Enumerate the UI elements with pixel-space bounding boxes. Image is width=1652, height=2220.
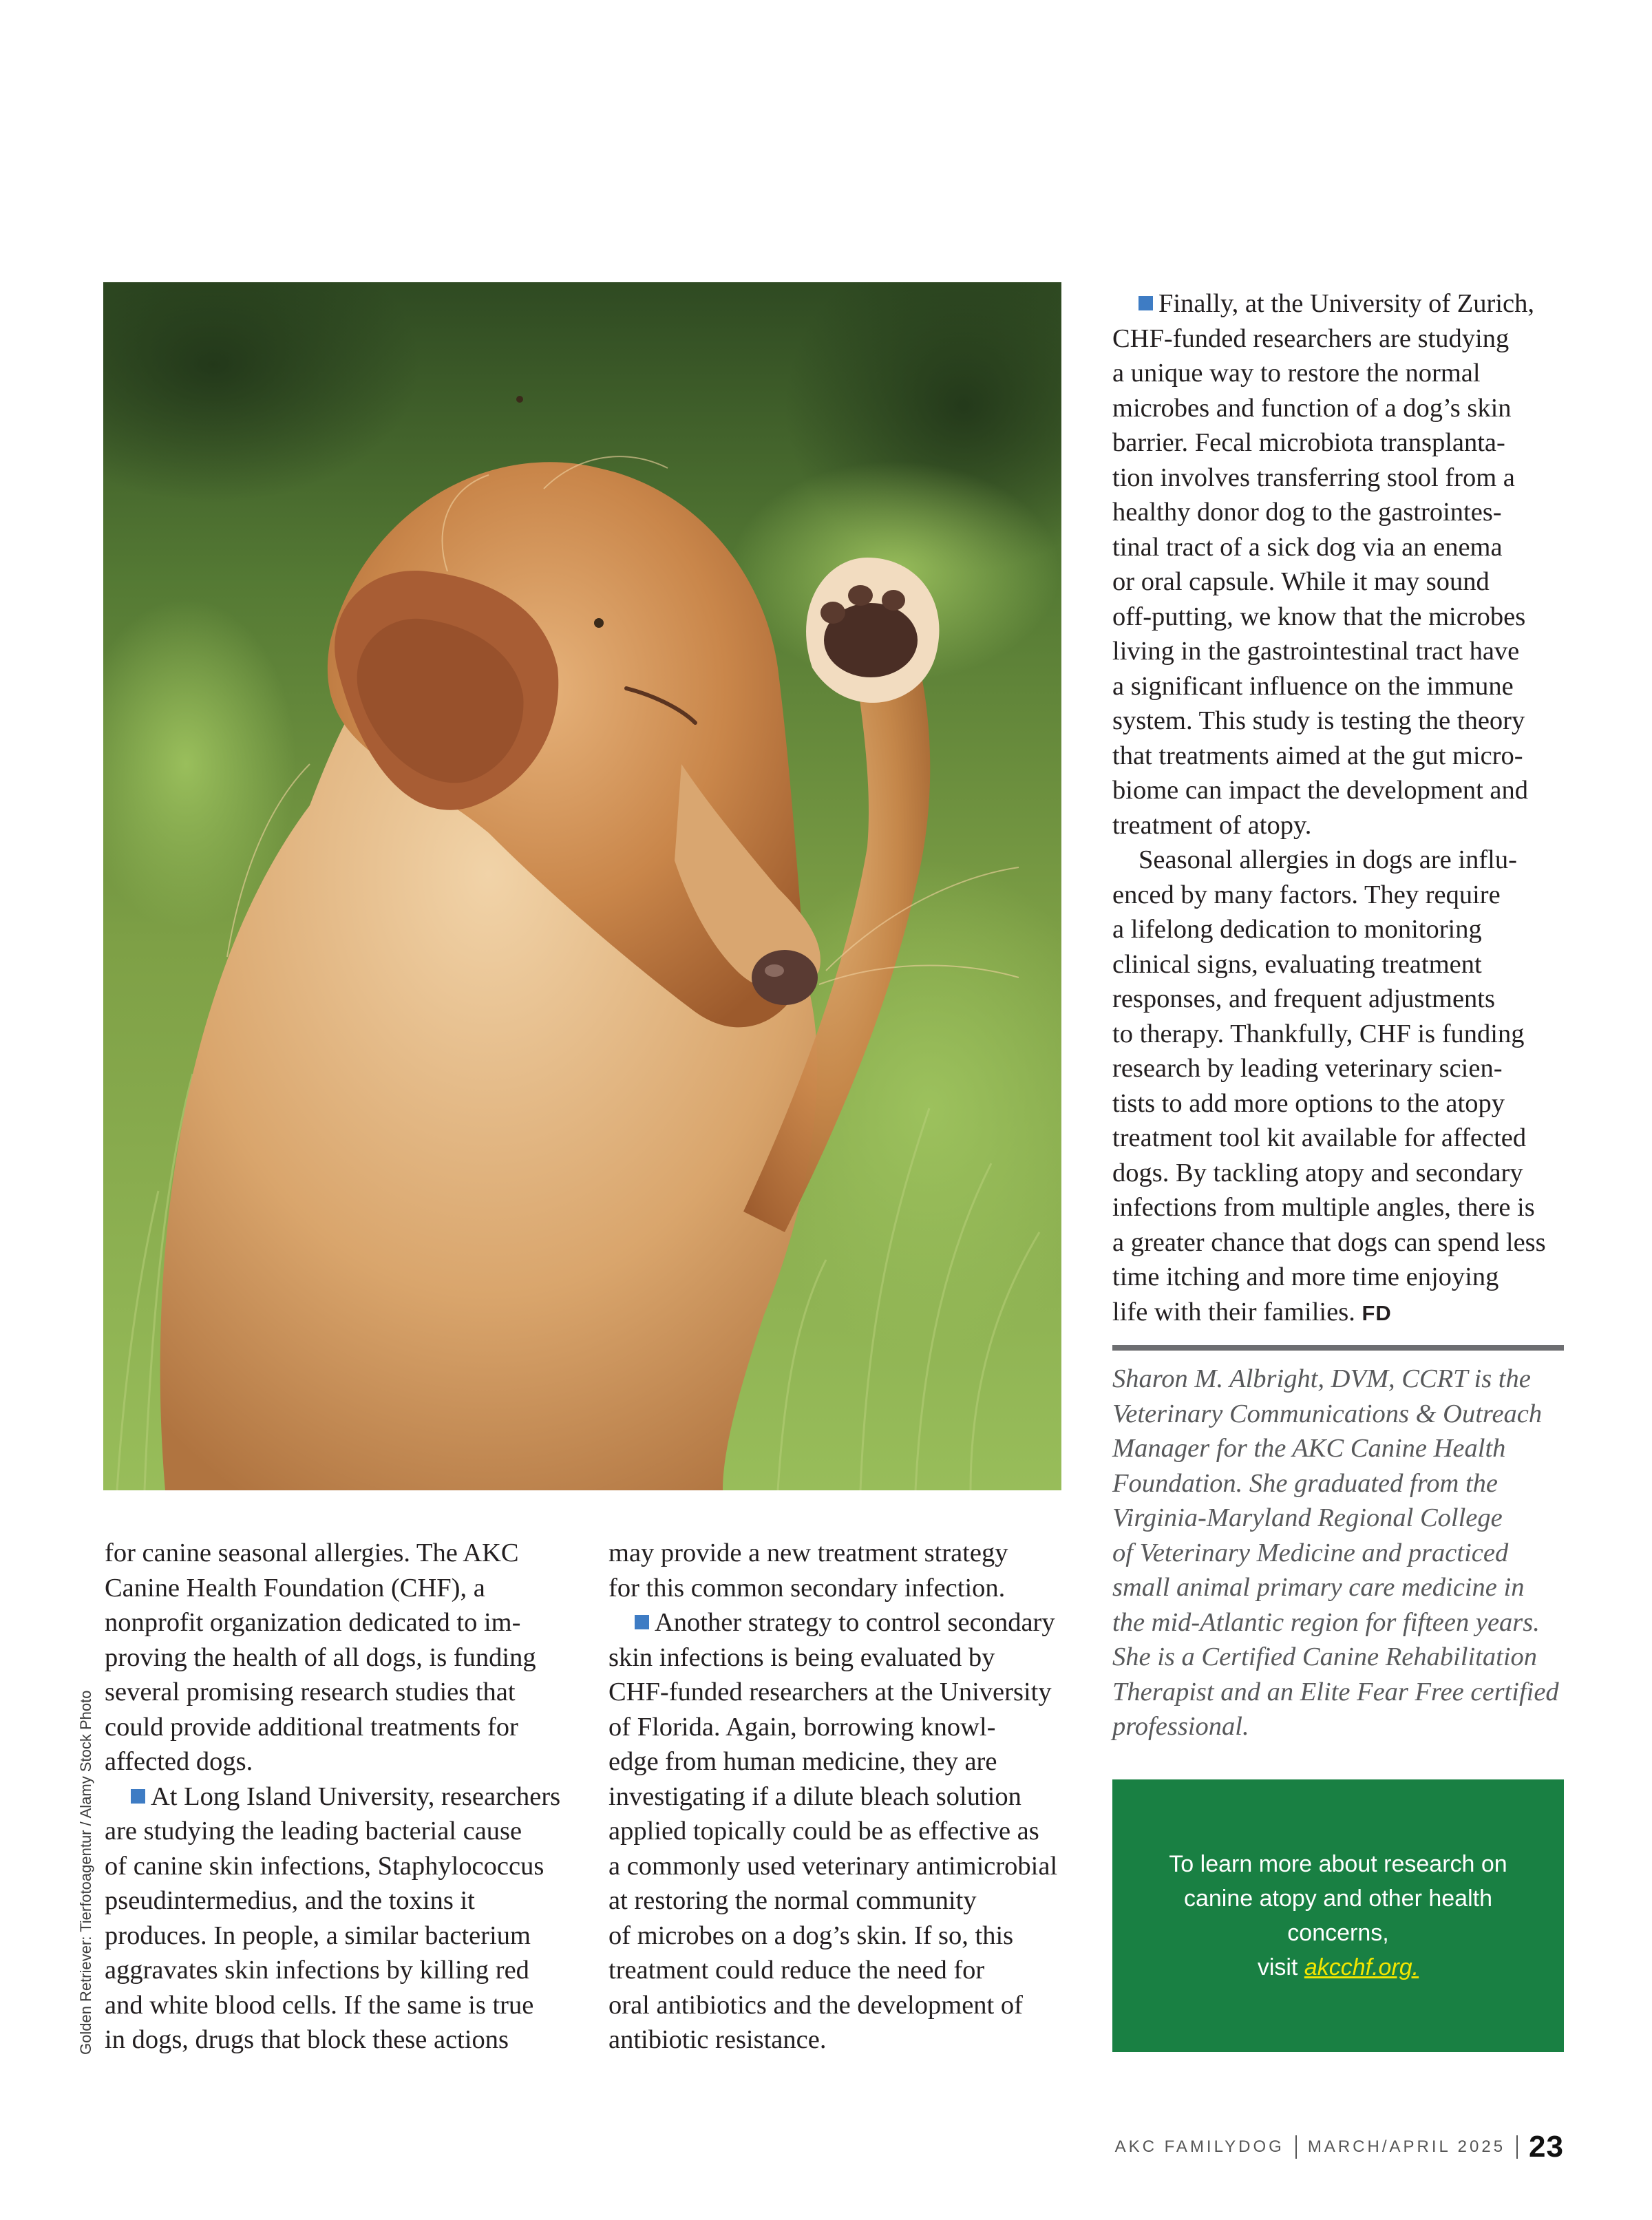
- callout-text: [1169, 1847, 1507, 1985]
- square-bullet-icon: [131, 1789, 145, 1804]
- col1-paragraph-2: [105, 1779, 573, 2058]
- footer-publication: AKC FAMILYDOG: [1114, 2137, 1284, 2156]
- col1-paragraph-1: for canine seasonal allergies. The AKC Canine Health Foundation (CHF), a nonprofit organization dedicated to im- proving the health of all dogs, is funding several promising research studies that could provide additional treatments for affected dogs.: [105, 1539, 536, 1776]
- golden-retriever-illustration: [103, 282, 1061, 1490]
- col2-paragraph-2: [608, 1605, 1077, 2058]
- article-column-2: [608, 1536, 1077, 2058]
- col3-paragraph-1-text: Finally, at the University of Zurich, CHF-funded researchers are studying a unique way to restore the normal microbes and function of a dog’s skin barrier. Fecal microbiota transplanta- tion involves transferring stool from a healthy donor dog to the gastrointes- tinal tract of a sick dog via an enema or oral capsule. While it may sound off-putting, we know that the microbes living in the gastrointestinal tract have a significant influence on the immune system. This study is testing the theory that treatments aimed at the gut micro- biome can impact the development and treatment of atopy.: [1112, 289, 1535, 840]
- bio-divider: [1112, 1345, 1564, 1351]
- col3-paragraph-1: [1112, 286, 1580, 843]
- callout-body: To learn more about research on canine atopy and other health concerns, visit: [1169, 1851, 1507, 1980]
- col3-paragraph-2: [1112, 843, 1580, 1331]
- col2-paragraph-2-text: Another strategy to control secondary skin infections is being evaluated by CHF-funded researchers at the University of Florida. Again, borrowing knowl- edge from human medicine, they are investigating if a dilute bleach solution applied topically could be as effective as a commonly used veterinary antimicrobial at restoring the normal community of microbes on a dog’s skin. If so, this treatment could reduce the need for oral antibiotics and the development of antibiotic resistance.: [608, 1608, 1058, 2054]
- callout-box: [1112, 1779, 1564, 2052]
- footer-separator: [1516, 2135, 1518, 2159]
- col3-paragraph-2-text: Seasonal allergies in dogs are influ- enced by many factors. They require a lifelong dedication to monitoring clinical signs, evaluating treatment responses, and frequent adjustments to therapy. Thankfully, CHF is funding research by leading veterinary scien- tists to add more options to the atopy treatment tool kit available for affected dogs. By tackling atopy and secondary infections from multiple angles, there is a greater chance that dogs can spend less time itching and more time enjoying life with their families.: [1112, 845, 1546, 1326]
- author-bio: Sharon M. Albright, DVM, CCRT is the Veterinary Communications & Outreach Manager for the AKC Canine Health Foundation. She graduated from the Virginia-Maryland Regional College of Veterinary Medicine and practiced small animal primary care medicine in the mid-Atlantic region for fifteen years. She is a Certified Canine Rehabilitation Therapist and an Elite Fear Free certified professional.: [1112, 1364, 1559, 1741]
- end-mark: FD: [1362, 1300, 1392, 1325]
- footer-issue: MARCH/APRIL 2025: [1307, 2137, 1506, 2156]
- photo-credit: Golden Retriever: Tierfotoagentur / Alamy Stock Photo: [77, 1690, 94, 2055]
- square-bullet-icon: [1139, 296, 1153, 310]
- square-bullet-icon: [635, 1615, 649, 1629]
- page-number: 23: [1529, 2130, 1564, 2164]
- dog-photo: [103, 282, 1061, 1490]
- col1-paragraph-2-text: At Long Island University, researchers are studying the leading bacterial cause of canine skin infections, Staphylococcus pseudintermedius, and the toxins it produces. In people, a similar bacterium aggravates skin infections by killing red and white blood cells. If the same is true in dogs, drugs that block these actions: [105, 1782, 561, 2054]
- page-footer: [1115, 2130, 1564, 2164]
- article-column-1: [105, 1536, 573, 2058]
- col2-paragraph-1: may provide a new treatment strategy for this common secondary infection.: [608, 1539, 1008, 1603]
- akcchf-link[interactable]: akcchf.org.: [1304, 1954, 1419, 1980]
- footer-separator: [1295, 2135, 1297, 2159]
- article-column-3: [1112, 286, 1580, 1331]
